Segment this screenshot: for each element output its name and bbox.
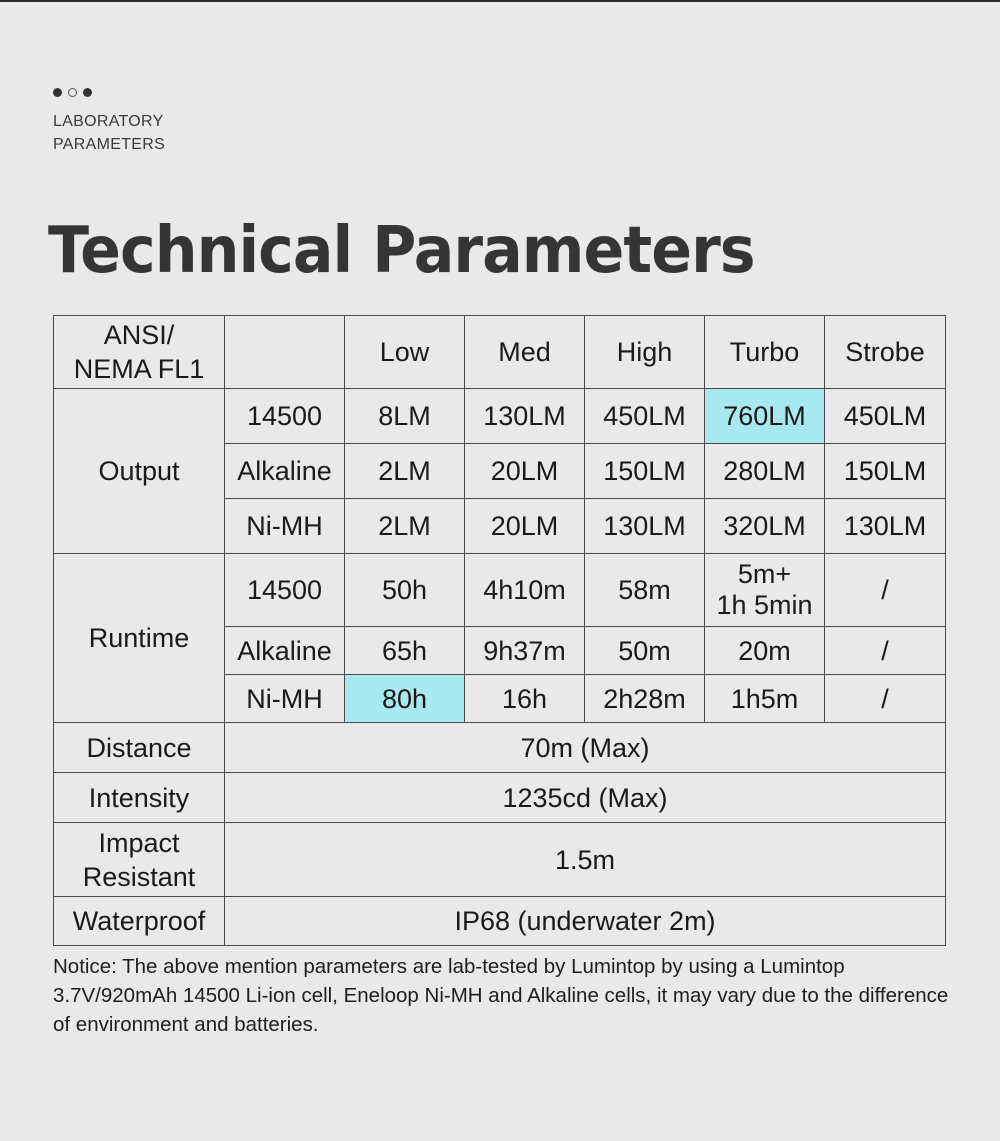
section-label — [53, 110, 165, 156]
mode-header-low: Low — [345, 316, 465, 389]
waterproof-value: IP68 (underwater 2m) — [225, 897, 946, 946]
dot-filled-icon — [53, 88, 62, 97]
battery-cell: Ni-MH — [225, 675, 345, 723]
value-cell: 50h — [345, 554, 465, 627]
output-label: Output — [54, 389, 225, 554]
corner-label-line2: NEMA FL1 — [73, 354, 205, 384]
section-label-line1: LABORATORY — [53, 113, 164, 130]
table-row — [54, 897, 946, 946]
corner-cell — [54, 316, 225, 389]
table-row — [54, 723, 946, 773]
table-header-row — [54, 316, 946, 389]
turbo-runtime-line1: 5m+ — [737, 559, 792, 589]
mode-header-med: Med — [465, 316, 585, 389]
value-cell: 280LM — [705, 444, 825, 499]
parameters-table — [53, 315, 946, 946]
value-cell: / — [825, 627, 946, 675]
value-cell: 2h28m — [585, 675, 705, 723]
value-cell: 450LM — [825, 389, 946, 444]
value-cell: / — [825, 675, 946, 723]
battery-cell: Ni-MH — [225, 499, 345, 554]
empty-header-cell — [225, 316, 345, 389]
impact-label-line2: Resistant — [82, 861, 196, 892]
runtime-label: Runtime — [54, 554, 225, 723]
impact-label-line1: Impact — [98, 827, 180, 858]
table-row — [54, 823, 946, 897]
value-cell: 130LM — [825, 499, 946, 554]
value-cell: 8LM — [345, 389, 465, 444]
page-title: Technical Parameters — [48, 214, 755, 288]
value-cell: 9h37m — [465, 627, 585, 675]
value-cell: 20LM — [465, 444, 585, 499]
battery-cell: Alkaline — [225, 627, 345, 675]
distance-value: 70m (Max) — [225, 723, 946, 773]
table-row — [54, 554, 946, 627]
value-cell: / — [825, 554, 946, 627]
value-cell: 50m — [585, 627, 705, 675]
top-border-line — [0, 0, 1000, 2]
value-cell: 2LM — [345, 444, 465, 499]
value-cell: 150LM — [585, 444, 705, 499]
value-cell: 58m — [585, 554, 705, 627]
dot-filled-icon — [83, 88, 92, 97]
value-cell: 4h10m — [465, 554, 585, 627]
battery-cell: 14500 — [225, 554, 345, 627]
value-cell: 130LM — [465, 389, 585, 444]
section-label-line2: PARAMETERS — [53, 136, 166, 153]
mode-header-high: High — [585, 316, 705, 389]
turbo-runtime-line2: 1h 5min — [716, 590, 813, 620]
intensity-value: 1235cd (Max) — [225, 773, 946, 823]
value-cell: 65h — [345, 627, 465, 675]
value-cell-highlighted: 80h — [345, 675, 465, 723]
battery-cell: Alkaline — [225, 444, 345, 499]
value-cell: 320LM — [705, 499, 825, 554]
value-cell: 1h5m — [705, 675, 825, 723]
table-row — [54, 389, 946, 444]
distance-label: Distance — [54, 723, 225, 773]
value-cell: 130LM — [585, 499, 705, 554]
intensity-label: Intensity — [54, 773, 225, 823]
pagination-dots-icon — [53, 88, 92, 97]
mode-header-strobe: Strobe — [825, 316, 946, 389]
value-cell: 450LM — [585, 389, 705, 444]
value-cell: 16h — [465, 675, 585, 723]
waterproof-label: Waterproof — [54, 897, 225, 946]
value-cell-highlighted: 760LM — [705, 389, 825, 444]
value-cell: 20m — [705, 627, 825, 675]
impact-value: 1.5m — [225, 823, 946, 897]
corner-label-line1: ANSI/ — [103, 320, 175, 350]
impact-label — [54, 823, 225, 897]
mode-header-turbo: Turbo — [705, 316, 825, 389]
value-cell: 20LM — [465, 499, 585, 554]
table-row — [54, 773, 946, 823]
notice-text: Notice: The above mention parameters are lab-tested by Lumintop by using a Lumintop 3.7V/920mAh 14500 Li-ion cell, Eneloop Ni-MH and Alkaline cells, it may vary due to the difference of environment and batteries. — [53, 955, 949, 1036]
battery-cell: 14500 — [225, 389, 345, 444]
value-cell: 2LM — [345, 499, 465, 554]
dot-hollow-icon — [68, 88, 77, 97]
value-cell-turbo-runtime — [705, 554, 825, 627]
value-cell: 150LM — [825, 444, 946, 499]
